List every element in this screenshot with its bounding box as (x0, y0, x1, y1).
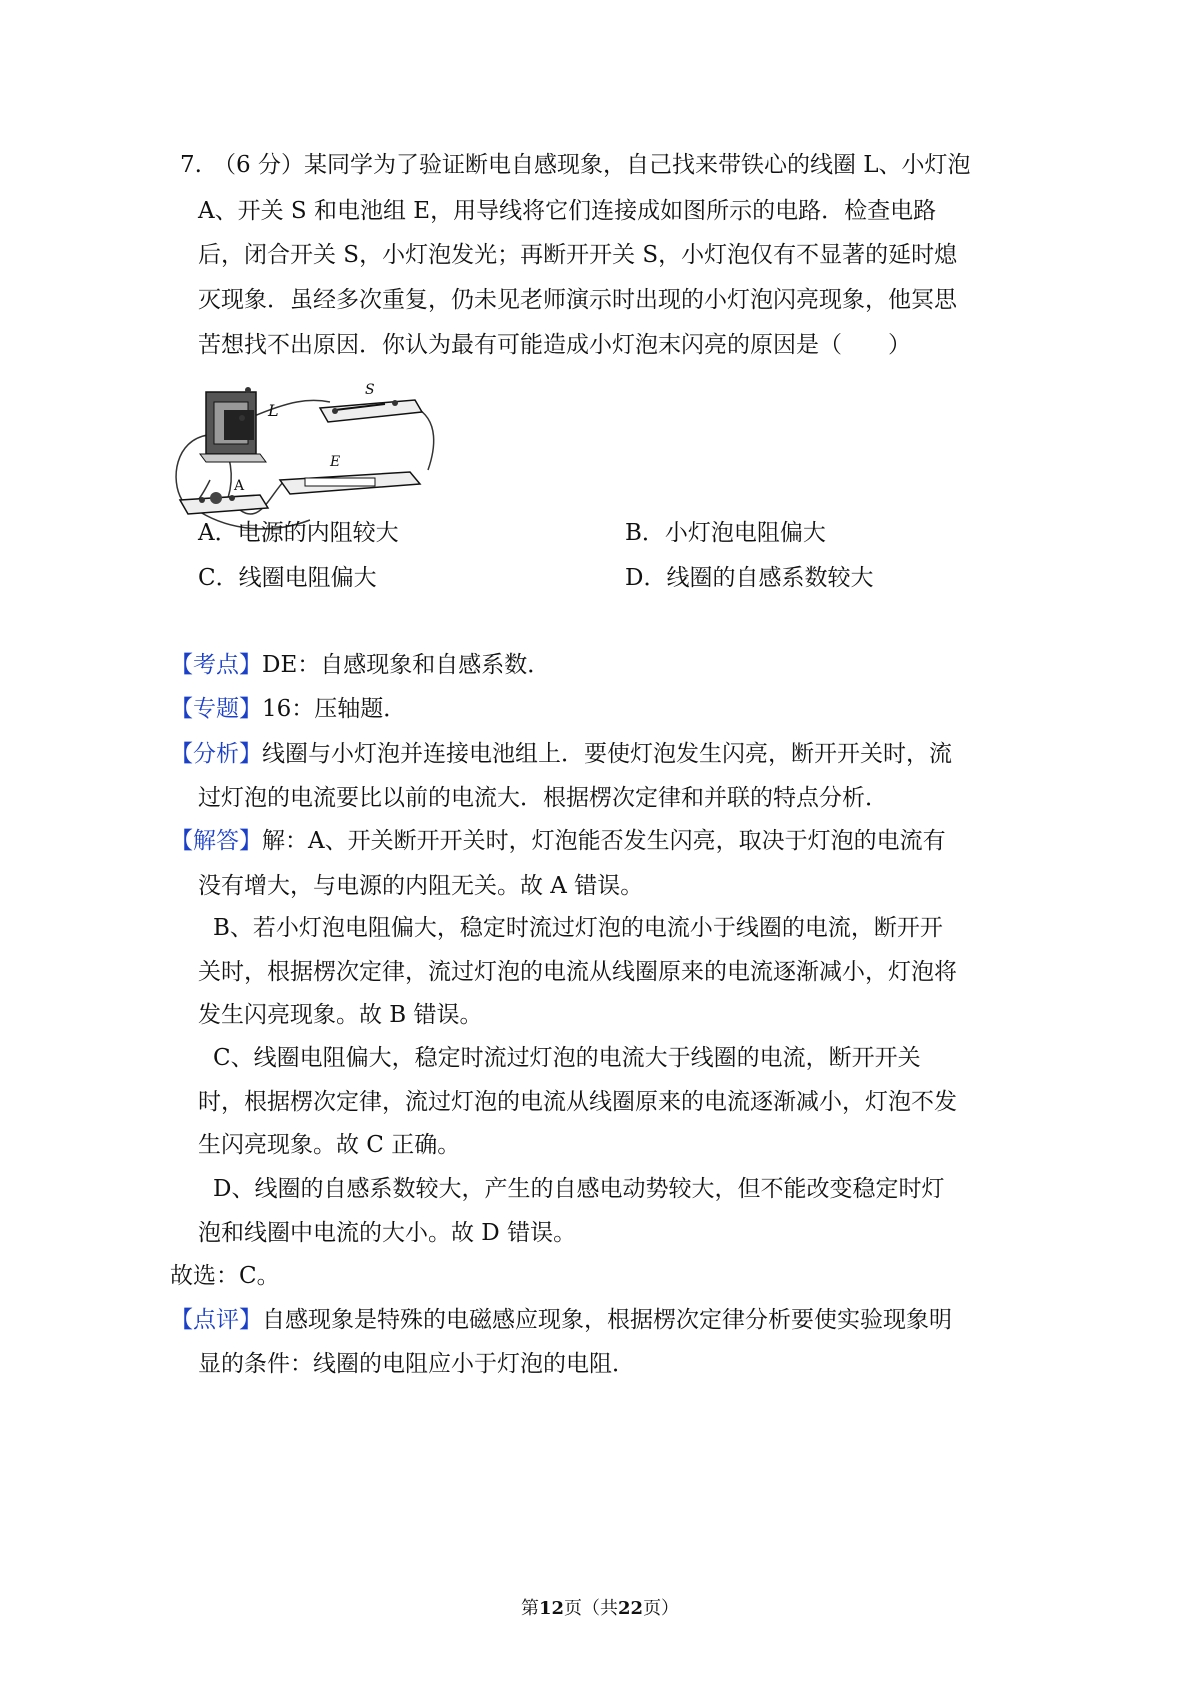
zhuanti-row (170, 694, 406, 724)
fenxi-tag: 【分析】 (170, 741, 262, 767)
circuit-figure (170, 380, 450, 540)
kaodian-text: DE：自感现象和自感系数． (262, 652, 551, 678)
battery-label: E (330, 454, 341, 470)
b-line-3: 发生闪亮现象。故 B 错误。 (198, 1002, 483, 1028)
question-line-5: 苦想找不出原因．你认为最有可能造成小灯泡末闪亮的原因是（ ） (198, 332, 911, 358)
footer-middle: 页（共 (564, 1598, 618, 1619)
question-number: 7. (180, 152, 202, 178)
coil-label: L (268, 401, 279, 420)
zhuanti-text: 16：压轴题． (262, 696, 407, 722)
lamp-label: A (234, 478, 245, 494)
dianping-tag: 【点评】 (170, 1307, 262, 1333)
option-a: A．电源的内阻较大 (198, 520, 399, 546)
dianping-row (170, 1305, 952, 1335)
answer: 故选：C。 (170, 1263, 280, 1289)
option-d: D．线圈的自感系数较大 (625, 565, 874, 591)
dianping-line-1: 自感现象是特殊的电磁感应现象，根据楞次定律分析要使实验现象明 (262, 1307, 952, 1333)
question-line-2: A、开关 S 和电池组 E，用导线将它们连接成如图所示的电路．检查电路 (198, 198, 937, 224)
c-line-3: 生闪亮现象。故 C 正确。 (198, 1132, 461, 1158)
question-line-3: 后，闭合开关 S，小灯泡发光；再断开开关 S，小灯泡仅有不显著的延时熄 (198, 242, 958, 268)
option-b: B．小灯泡电阻偏大 (625, 520, 826, 546)
jieda-row (170, 826, 946, 856)
question-line-4: 灭现象．虽经多次重复，仍未见老师演示时出现的小灯泡闪亮现象，他冥思 (198, 287, 957, 313)
c-line-1: C、线圈电阻偏大，稳定时流过灯泡的电流大于线圈的电流，断开开关 (213, 1045, 921, 1071)
d-line-2: 泡和线圈中电流的大小。故 D 错误。 (198, 1220, 577, 1246)
jieda-line-2: 没有增大，与电源的内阻无关。故 A 错误。 (198, 873, 644, 899)
fenxi-line-2: 过灯泡的电流要比以前的电流大．根据楞次定律和并联的特点分析． (198, 785, 888, 811)
option-c: C．线圈电阻偏大 (198, 565, 377, 591)
fenxi-row (170, 739, 952, 769)
question-line-1: （6 分）某同学为了验证断电自感现象，自己找来带铁心的线圈 L、小灯泡 (213, 152, 971, 178)
footer-page-number: 12 (538, 1598, 564, 1619)
switch-label: S (365, 382, 375, 398)
c-line-2: 时，根据楞次定律，流过灯泡的电流从线圈原来的电流逐渐减小，灯泡不发 (198, 1089, 957, 1115)
kaodian-tag: 【考点】 (170, 652, 262, 678)
b-line-1: B、若小灯泡电阻偏大，稳定时流过灯泡的电流小于线圈的电流，断开开 (213, 915, 943, 941)
zhuanti-tag: 【专题】 (170, 696, 262, 722)
footer-total-pages: 22 (618, 1598, 644, 1619)
footer-suffix: 页） (643, 1598, 680, 1619)
dianping-line-2: 显的条件：线圈的电阻应小于灯泡的电阻． (198, 1351, 635, 1377)
kaodian-row (170, 650, 550, 680)
fenxi-line-1: 线圈与小灯泡并连接电池组上．要使灯泡发生闪亮，断开开关时，流 (262, 741, 952, 767)
b-line-2: 关时，根据楞次定律，流过灯泡的电流从线圈原来的电流逐渐减小，灯泡将 (198, 959, 957, 985)
jieda-line-1: 解：A、开关断开开关时，灯泡能否发生闪亮，取决于灯泡的电流有 (262, 828, 946, 854)
page-footer (0, 1597, 1200, 1621)
jieda-tag: 【解答】 (170, 828, 262, 854)
footer-prefix: 第 (520, 1598, 539, 1619)
d-line-1: D、线圈的自感系数较大，产生的自感电动势较大，但不能改变稳定时灯 (213, 1176, 945, 1202)
